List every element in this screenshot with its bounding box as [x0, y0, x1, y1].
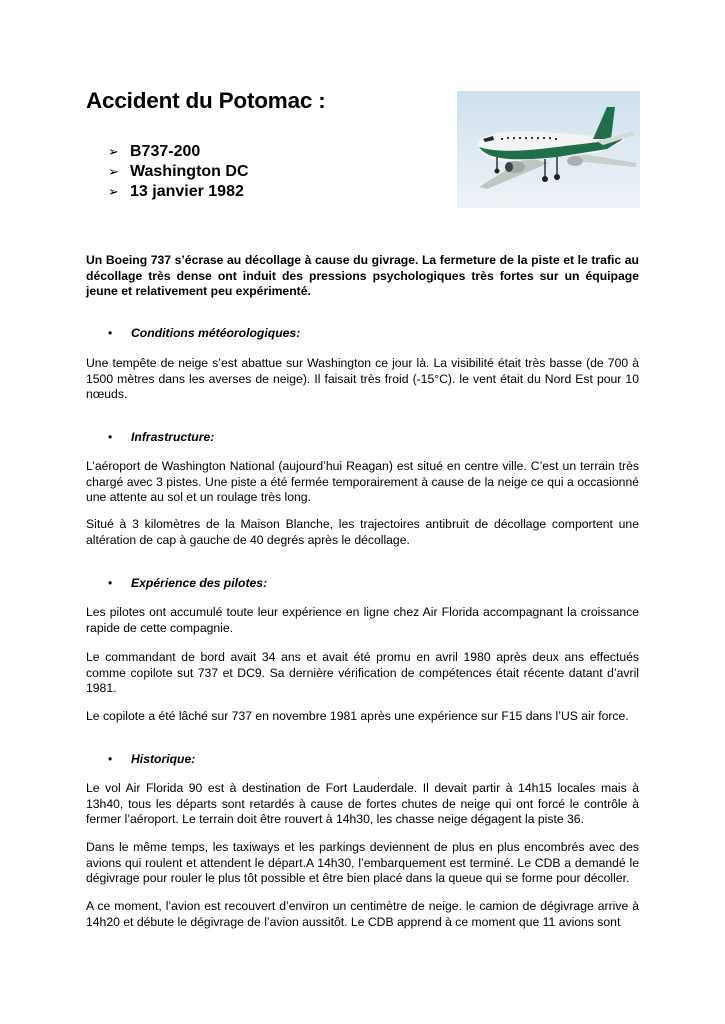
airplane-photo	[457, 91, 640, 208]
fact-item-aircraft	[108, 142, 249, 162]
section-heading-text: Conditions météorologiques:	[131, 326, 301, 340]
page-title: Accident du Potomac :	[86, 88, 326, 113]
history-paragraph-1: Le vol Air Florida 90 est à destination de Fort Lauderdale. Il devait partir à 14h15 locales mais à 13h40, tous les départs sont retardés à cause de fortes chutes de neige qui ont forcé le contrôle à fermer l’aéroport. Le terrain doit être rouvert à 14h30, les chasse neige dégagent la piste 36.	[86, 781, 639, 826]
intro-paragraph: Un Boeing 737 s’écrase au décollage à cause du givrage. La fermeture de la piste et le trafic au décollage très dense ont induit des pressions psychologiques très fortes sur un équipage jeune et relativement peu expérimenté.	[86, 253, 639, 298]
fact-text: Washington DC	[130, 163, 249, 180]
arrow-bullet-icon: ➢	[108, 144, 119, 159]
pilots-paragraph-2: Le commandant de bord avait 34 ans et avait été promu en avril 1980 après deux ans effectués comme copilote sut 737 et DC9. Sa dernière vérification de compétences était récente datant d’avril 1981.	[86, 650, 639, 695]
pilots-paragraph-3: Le copilote a été lâché sur 737 en novembre 1981 après une expérience sur F15 dans l’US air force.	[86, 709, 629, 723]
section-heading-meteo	[108, 326, 300, 340]
airplane-illustration	[457, 91, 640, 208]
fact-item-location	[108, 162, 249, 182]
section-heading-history	[108, 752, 195, 766]
section-heading-infrastructure	[108, 430, 214, 444]
pilots-paragraph-1: Les pilotes ont accumulé toute leur expérience en ligne chez Air Florida accompagnant la croissance rapide de cette compagnie.	[86, 605, 639, 635]
history-paragraph-2: Dans le même temps, les taxiways et les parkings deviennent de plus en plus encombrés avec des avions qui roulent et attendent le départ.A 14h30, l’embarquement est terminé. Le CDB a demandé le dégivrage pour rouler le plus tôt possible et être bien placé dans la queue qui se forme pour décoller.	[86, 840, 639, 885]
arrow-bullet-icon: ➢	[108, 184, 119, 199]
arrow-bullet-icon: ➢	[108, 164, 119, 179]
section-heading-text: Expérience des pilotes:	[131, 576, 268, 590]
infrastructure-paragraph-1: L’aéroport de Washington National (aujourd’hui Reagan) est situé en centre ville. C’est un terrain très chargé avec 3 pistes. Une piste a été fermée temporairement à cause de la neige ce qui a occasionné une attente au sol et un roulage très long.	[86, 459, 639, 504]
bullet-dot-icon: •	[108, 576, 113, 590]
fact-list	[108, 142, 249, 202]
bullet-dot-icon: •	[108, 326, 113, 340]
infrastructure-paragraph-2: Situé à 3 kilomètres de la Maison Blanche, les trajectoires antibruit de décollage comportent une altération de cap à gauche de 40 degrés après le décollage.	[86, 517, 639, 547]
history-paragraph-3: A ce moment, l’avion est recouvert d’environ un centimètre de neige. le camion de dégivrage arrive à 14h20 et débute le dégivrage de l’avion aussitôt. Le CDB apprend à ce moment que 11 avions sont	[86, 899, 639, 929]
fact-text: B737-200	[130, 143, 201, 160]
bullet-dot-icon: •	[108, 752, 113, 766]
section-heading-text: Historique:	[131, 752, 196, 766]
fact-text: 13 janvier 1982	[130, 183, 244, 200]
section-heading-pilots	[108, 576, 267, 590]
section-heading-text: Infrastructure:	[131, 430, 215, 444]
bullet-dot-icon: •	[108, 430, 113, 444]
fact-item-date	[108, 182, 249, 202]
meteo-paragraph: Une tempête de neige s’est abattue sur Washington ce jour là. La visibilité était très basse (de 700 à 1500 mètres dans les averses de neige). Il faisait très froid (-15°C). le vent était du Nord Est pour 10 nœuds.	[86, 356, 639, 401]
